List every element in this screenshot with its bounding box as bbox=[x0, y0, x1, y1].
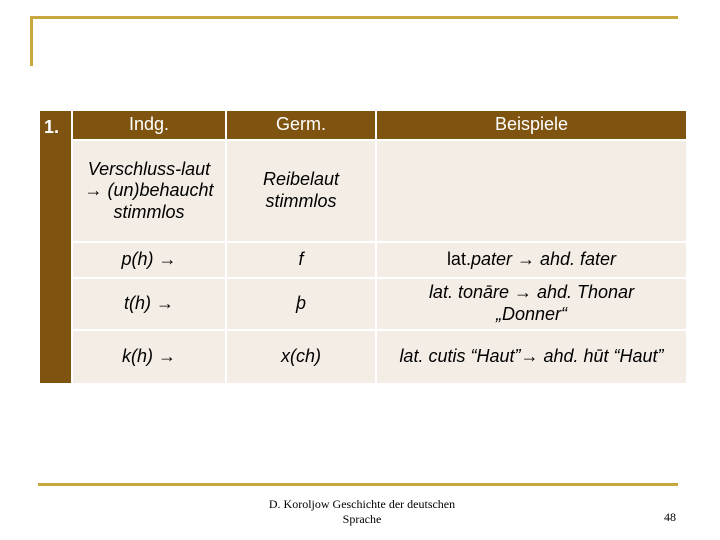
table-cell: p(h) → bbox=[73, 243, 225, 277]
row-number-column bbox=[40, 111, 71, 383]
table-cell bbox=[377, 141, 686, 241]
table-cell: x(ch) bbox=[227, 331, 375, 383]
table-cell: lat. cutis “Haut”→ ahd. hūt “Haut” bbox=[377, 331, 686, 383]
header-beispiele: Beispiele bbox=[377, 111, 686, 139]
table-cell: Reibelaut stimmlos bbox=[227, 141, 375, 241]
table-cell: lat. tonāre → ahd. Thonar „Donner“ bbox=[377, 279, 686, 329]
table-cell: t(h) → bbox=[73, 279, 225, 329]
table-cell: lat. pater → ahd. fater bbox=[377, 243, 686, 277]
table-cell: Verschluss-laut → (un)behaucht stimmlos bbox=[73, 141, 225, 241]
header-germ: Germ. bbox=[227, 111, 375, 139]
top-accent-line bbox=[30, 16, 678, 19]
table-cell: þ bbox=[227, 279, 375, 329]
page-number: 48 bbox=[664, 510, 676, 524]
footer-author: D. Koroljow Geschichte der deutschen Sprache bbox=[268, 497, 456, 526]
bottom-accent-line bbox=[38, 483, 678, 486]
row-number: 1. bbox=[44, 117, 60, 137]
header-indg: Indg. bbox=[73, 111, 225, 139]
table-cell: k(h) → bbox=[73, 331, 225, 383]
left-accent-line bbox=[30, 16, 33, 66]
table-cell: f bbox=[227, 243, 375, 277]
